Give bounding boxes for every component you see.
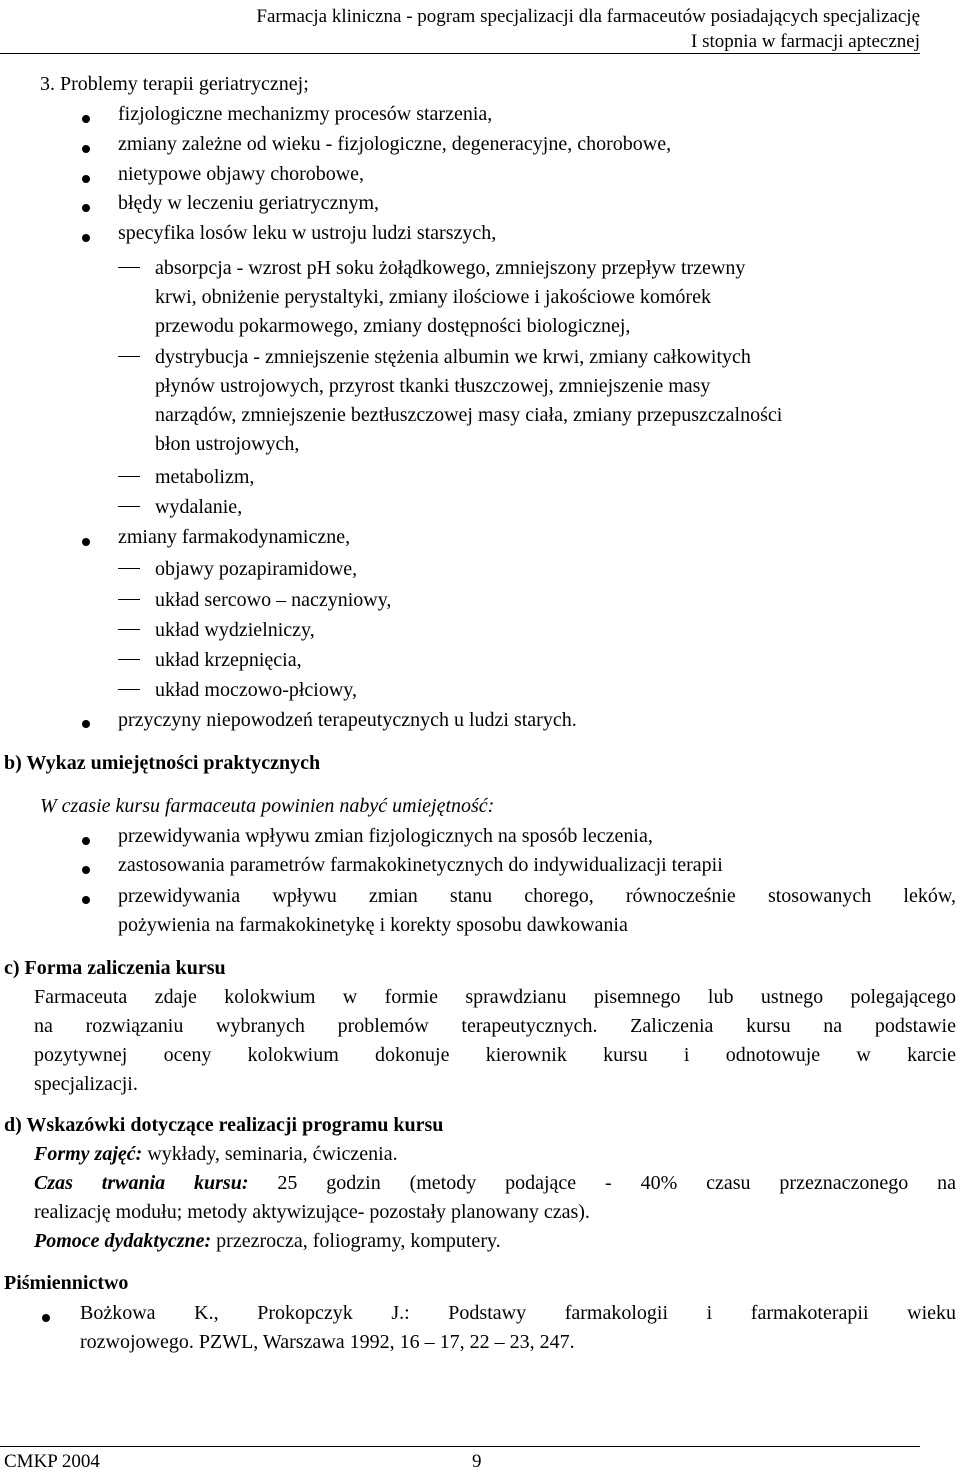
sub-list-item-line: układ krzepnięcia,: [155, 649, 302, 671]
sub-list-item-line: metabolizm,: [155, 466, 255, 488]
paragraph-line: specjalizacji.: [34, 1073, 138, 1095]
bullet-icon: [82, 175, 90, 183]
dash-icon: [118, 267, 140, 268]
list-item: przyczyny niepowodzeń terapeutycznych u ludzi starych.: [118, 709, 577, 731]
paragraph-line: pozytywnej oceny kolokwium dokonuje kierownik kursu i odnotowuje w karcie: [34, 1044, 956, 1066]
header-rule: [0, 53, 920, 54]
sub-list-item-line: układ sercowo – naczyniowy,: [155, 589, 392, 611]
section-d-heading: d) Wskazówki dotyczące realizacji programu kursu: [4, 1114, 444, 1136]
sub-list-item-line: objawy pozapiramidowe,: [155, 558, 358, 580]
list-item: przewidywania wpływu zmian stanu chorego, równocześnie stosowanych leków,: [118, 885, 956, 907]
sub-list-item-line: płynów ustrojowych, przyrost tkanki tłuszczowej, zmniejszenie masy: [155, 375, 711, 397]
bibliography-heading: Piśmiennictwo: [4, 1272, 129, 1294]
duration-label: Czas trwania kursu:: [34, 1172, 249, 1194]
forms-label: Formy zajęć:: [34, 1143, 143, 1165]
list-item: zastosowania parametrów farmakokinetycznych do indywidualizacji terapii: [118, 854, 723, 876]
sub-list-item-line: narządów, zmniejszenie beztłuszczowej masy ciała, zmiany przepuszczalności: [155, 404, 783, 426]
running-header-line-2: I stopnia w farmacji aptecznej: [691, 31, 920, 52]
bibliography-entry: Bożkowa K., Prokopczyk J.: Podstawy farmakologii i farmakoterapii wieku: [80, 1302, 956, 1324]
list-item-continuation: pożywienia na farmakokinetykę i korekty sposobu dawkowania: [118, 914, 628, 936]
list-item: błędy w leczeniu geriatrycznym,: [118, 192, 379, 214]
running-header-line-1: Farmacja kliniczna - pogram specjalizacji dla farmaceutów posiadających specjalizację: [256, 6, 920, 27]
dash-icon: [118, 476, 140, 477]
sub-list-item-line: krwi, obniżenie perystaltyki, zmiany ilościowe i jakościowe komórek: [155, 286, 711, 308]
forms-line: [34, 1140, 398, 1169]
sub-list-item-line: układ wydzielniczy,: [155, 619, 315, 641]
sub-list-item-line: przewodu pokarmowego, zmiany dostępności biologicznej,: [155, 315, 631, 337]
bullet-icon: [82, 538, 90, 546]
forms-text: wykłady, seminaria, ćwiczenia.: [142, 1143, 398, 1165]
section-b-heading: b) Wykaz umiejętności praktycznych: [4, 752, 321, 774]
footer-rule: [0, 1446, 920, 1447]
bullet-icon: [82, 896, 90, 904]
list-item: przewidywania wpływu zmian fizjologicznych na sposób leczenia,: [118, 825, 653, 847]
sub-list-item-line: układ moczowo-płciowy,: [155, 679, 357, 701]
bullet-icon: [82, 837, 90, 845]
dash-icon: [118, 568, 140, 569]
duration-text: 25 godzin (metody podające - 40% czasu przeznaczonego na: [248, 1172, 956, 1194]
dash-icon: [118, 689, 140, 690]
list-item: zmiany farmakodynamiczne,: [118, 526, 351, 548]
dash-icon: [118, 506, 140, 507]
list-item: fizjologiczne mechanizmy procesów starzenia,: [118, 103, 493, 125]
bibliography-entry-continuation: rozwojowego. PZWL, Warszawa 1992, 16 – 17, 22 – 23, 247.: [80, 1331, 575, 1353]
dash-icon: [118, 629, 140, 630]
aids-line: [34, 1227, 501, 1256]
aids-text: przezrocza, foliogramy, komputery.: [211, 1230, 501, 1252]
bullet-icon: [82, 115, 90, 123]
list-item: specyfika losów leku w ustroju ludzi starszych,: [118, 222, 497, 244]
page-number: 9: [472, 1451, 482, 1472]
section-c-heading: c) Forma zaliczenia kursu: [4, 957, 226, 979]
bullet-icon: [82, 866, 90, 874]
footer-left: CMKP 2004: [4, 1451, 100, 1472]
dash-icon: [118, 659, 140, 660]
bullet-icon: [42, 1314, 50, 1322]
duration-line: [34, 1169, 956, 1198]
sub-list-item-line: błon ustrojowych,: [155, 433, 300, 455]
aids-label: Pomoce dydaktyczne:: [34, 1230, 212, 1252]
bullet-icon: [82, 204, 90, 212]
list-item: zmiany zależne od wieku - fizjologiczne, degeneracyjne, chorobowe,: [118, 133, 672, 155]
section-3-heading: 3. Problemy terapii geriatrycznej;: [40, 73, 309, 95]
dash-icon: [118, 356, 140, 357]
paragraph-line: na rozwiązaniu wybranych problemów terapeutycznych. Zaliczenia kursu na podstawie: [34, 1015, 956, 1037]
duration-line-2: realizację modułu; metody aktywizujące- pozostały planowany czas).: [34, 1201, 590, 1223]
sub-list-item-line: dystrybucja - zmniejszenie stężenia albumin we krwi, zmiany całkowitych: [155, 346, 751, 368]
list-item: nietypowe objawy chorobowe,: [118, 163, 365, 185]
bullet-icon: [82, 720, 90, 728]
sub-list-item-line: absorpcja - wzrost pH soku żołądkowego, zmniejszony przepływ trzewny: [155, 257, 746, 279]
bullet-icon: [82, 234, 90, 242]
paragraph-line: Farmaceuta zdaje kolokwium w formie sprawdzianu pisemnego lub ustnego polegającego: [34, 986, 956, 1008]
sub-list-item-line: wydalanie,: [155, 496, 243, 518]
dash-icon: [118, 599, 140, 600]
bullet-icon: [82, 145, 90, 153]
section-b-intro: W czasie kursu farmaceuta powinien nabyć umiejętność:: [40, 795, 495, 817]
